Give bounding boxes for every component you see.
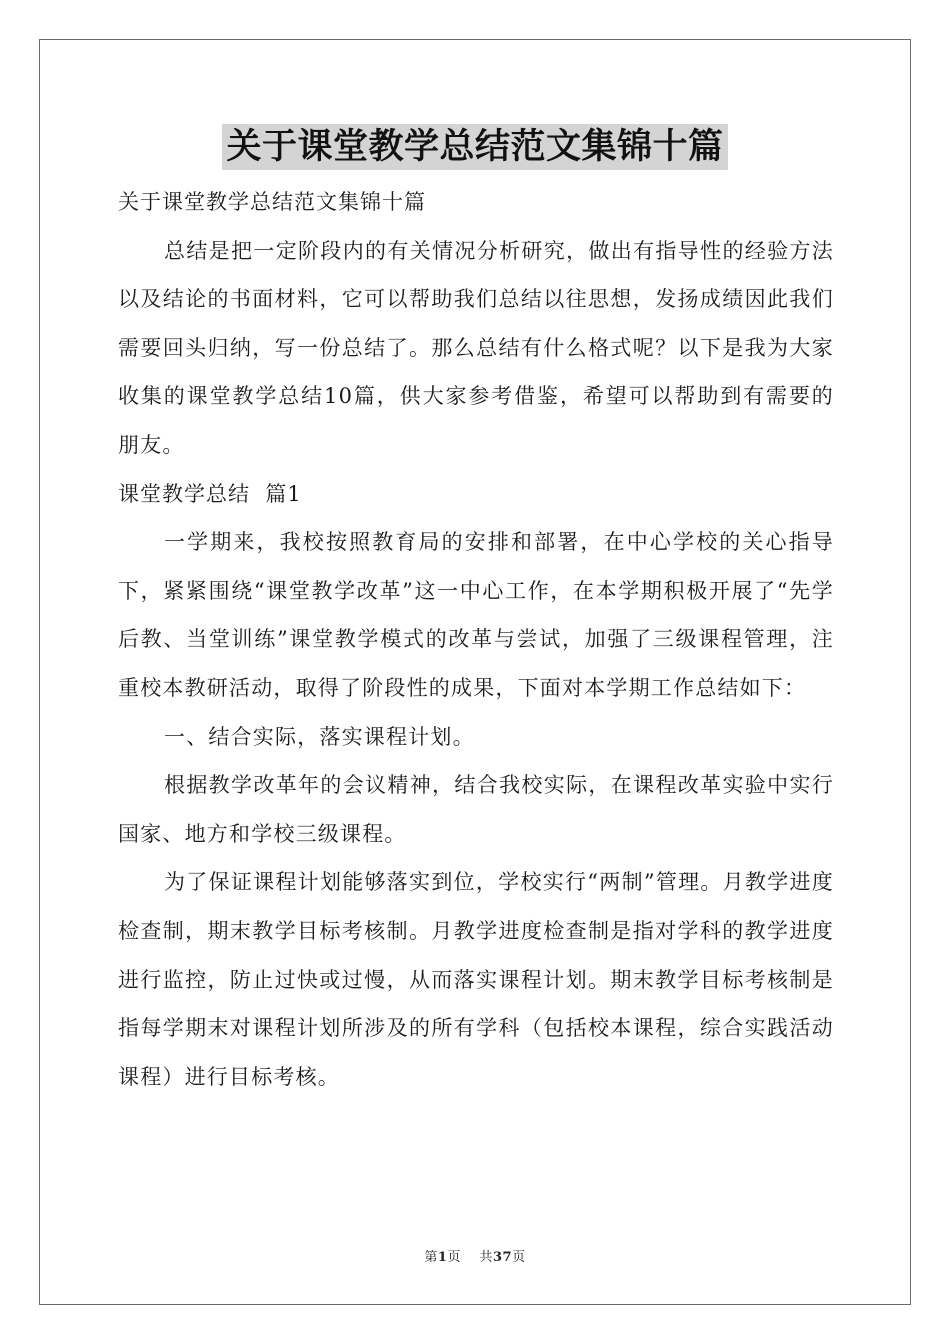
page-footer [0,1246,950,1265]
section-paragraph-3: 为了保证课程计划能够落实到位，学校实行“两制”管理。月教学进度检查制，期末教学目标考核制。月教学进度检查制是指对学科的教学进度进行监控，防止过快或过慢，从而落实课程计划。期末教学目标考核制是指每学期末对课程计划所涉及的所有学科（包括校本课程，综合实践活动课程）进行目标考核。 [118,870,834,1089]
subtitle-line: 关于课堂教学总结范文集锦十篇 [118,190,426,214]
section-paragraph-2: 根据教学改革年的会议精神，结合我校实际，在课程改革实验中实行国家、地方和学校三级课程。 [118,773,834,846]
section-paragraph-1: 一学期来，我校按照教育局的安排和部署，在中心学校的关心指导下，紧紧围绕“课堂教学改革”这一中心工作，在本学期积极开展了“先学后教、当堂训练”课堂教学模式的改革与尝试，加强了三级课程管理，注重校本教研活动，取得了阶段性的成果，下面对本学期工作总结如下： [118,530,834,700]
document-body [118,178,834,1101]
footer-total-suffix: 页 [512,1250,526,1265]
section-heading: 课堂教学总结 篇1 [118,481,302,506]
footer-page-prefix: 第 [424,1250,438,1265]
footer-total-prefix: 共 [479,1250,493,1265]
footer-current-page: 1 [437,1250,448,1265]
title-container [0,124,950,170]
footer-page-suffix: 页 [447,1250,461,1265]
footer-total-pages: 37 [493,1250,513,1265]
intro-paragraph: 总结是把一定阶段内的有关情况分析研究，做出有指导性的经验方法以及结论的书面材料，它可以帮助我们总结以往思想，发扬成绩因此我们需要回头归纳，写一份总结了。那么总结有什么格式呢？以下是我为大家收集的课堂教学总结10篇，供大家参考借鉴，希望可以帮助到有需要的朋友。 [118,238,834,457]
section-point-1: 一、结合实际，落实课程计划。 [164,724,475,749]
document-title: 关于课堂教学总结范文集锦十篇 [222,124,727,170]
